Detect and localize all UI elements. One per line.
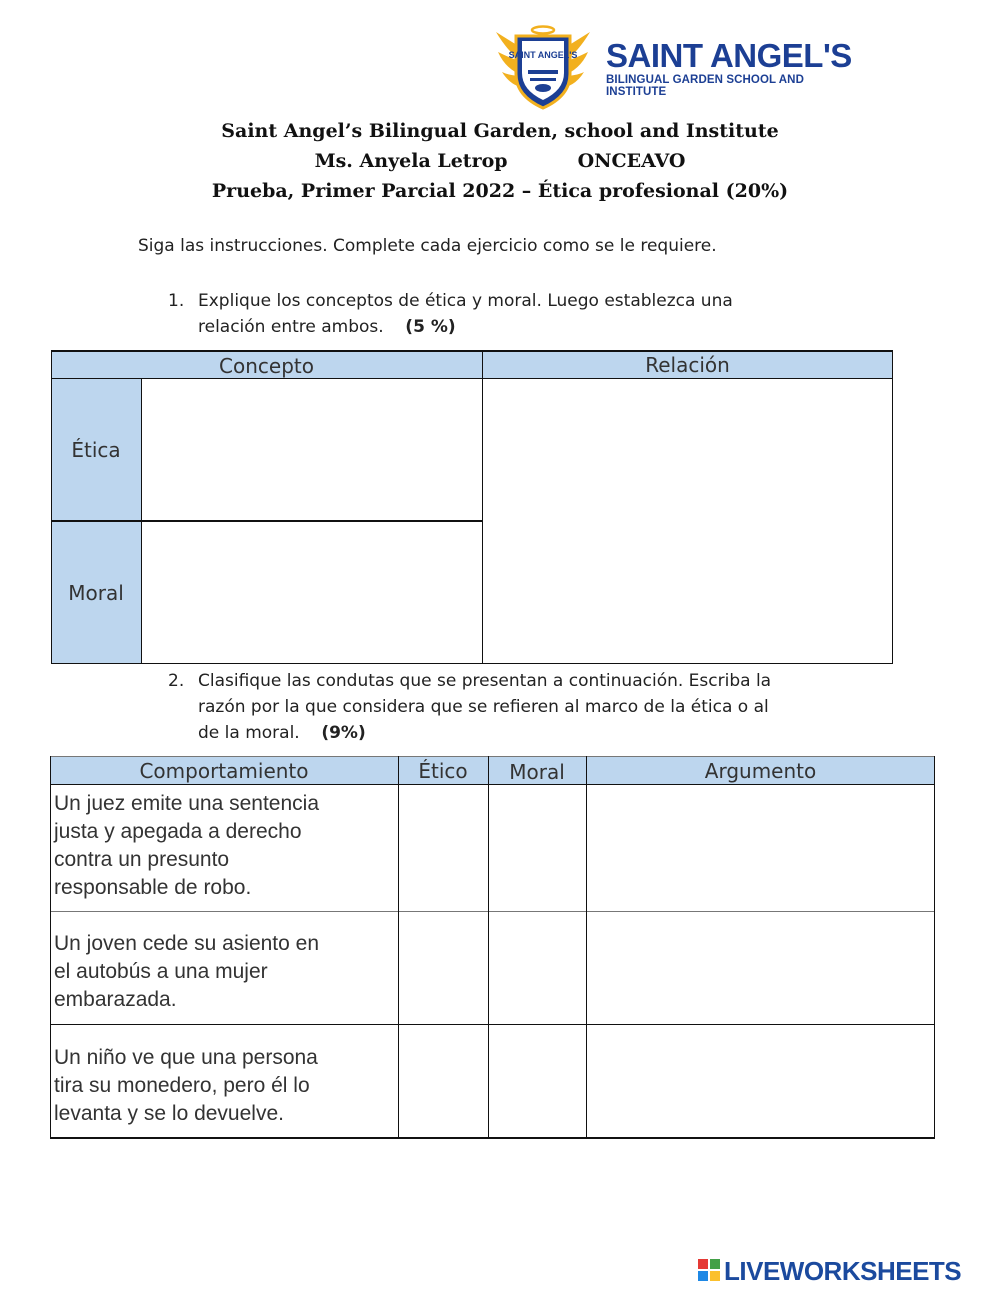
header-ethic: Ético [398,756,488,784]
behavior-line: Un niño ve que una persona [54,1046,318,1069]
table-border [50,911,935,912]
table-border [398,756,399,1139]
table-border [50,784,935,785]
table-border [892,350,893,664]
exam-title: Prueba, Primer Parcial 2022 – Ética profesional (20%) [211,180,789,202]
argument-answer-cell[interactable] [586,785,935,912]
behavior-line: tira su monedero, pero él lo [54,1074,310,1097]
crest-text: SAINT ANGEL'S [508,50,578,60]
header-moral: Moral [488,756,586,784]
table-border [50,1024,935,1025]
table-border [50,1137,935,1139]
table-border [51,350,893,352]
behavior-line: Un joven cede su asiento en [54,932,320,955]
school-logo [488,22,858,112]
brand-name: SAINT ANGEL'S [606,37,852,74]
school-name: Saint Angel’s Bilingual Garden, school and Institute [221,120,779,142]
question-text-line: de la moral. [198,723,300,743]
question-2 [168,668,888,748]
liveworksheets-text: LIVEWORKSHEETS [724,1256,962,1286]
relation-answer-cell[interactable] [482,379,893,664]
question-weight: (9%) [321,723,366,743]
grade: ONCEAVO [577,150,686,172]
header-relation: Relación [482,350,893,379]
exam-heading [0,116,1000,206]
table-border [50,756,935,757]
moral-answer-cell[interactable] [141,521,482,664]
behavior-line: levanta y se lo devuelve. [54,1102,284,1125]
table-border [488,756,489,1139]
row-label-moral: Moral [51,521,141,664]
teacher-line [0,146,1000,176]
question-number: 2. [168,671,185,691]
behavior-cell [50,1040,398,1138]
crest-icon [488,22,598,112]
behavior-line: responsable de robo. [54,876,252,899]
argument-answer-cell[interactable] [586,1025,935,1138]
teacher-name: Ms. Anyela Letrop [314,150,508,172]
behavior-line: justa y apegada a derecho [54,820,302,843]
brand-subtitle: BILINGUAL GARDEN SCHOOL AND INSTITUTE [606,74,804,98]
table-border [50,756,51,1139]
question-1 [168,288,868,342]
behavior-cell [50,786,398,911]
ethic-answer-cell[interactable] [398,1025,488,1138]
moral-answer-cell[interactable] [488,785,586,912]
argument-answer-cell[interactable] [586,912,935,1025]
liveworksheets-icon [698,1259,720,1281]
question-number: 1. [168,291,185,311]
concept-table [51,350,893,664]
question-text-line: Clasifique las condutas que se presentan a continuación. Escriba la [198,671,772,691]
behavior-line: el autobús a una mujer [54,960,268,983]
question-text-line: relación entre ambos. [198,317,384,337]
row-label-etica: Ética [51,379,141,521]
moral-answer-cell[interactable] [488,1025,586,1138]
ethic-answer-cell[interactable] [398,912,488,1025]
ethic-answer-cell[interactable] [398,785,488,912]
question-text-line: Explique los conceptos de ética y moral. Luego establezca una [198,291,733,311]
header-argument: Argumento [586,756,935,784]
etica-answer-cell[interactable] [141,379,482,521]
question-text-line: razón por la que considera que se refieren al marco de la ética o al [198,697,769,717]
table-border [934,756,935,1139]
behavior-line: contra un presunto [54,848,230,871]
table-border [586,756,587,1139]
table-border [51,378,893,379]
behavior-cell [50,926,398,1026]
header-concept: Concepto [51,350,482,379]
table-border [51,350,52,664]
behavior-line: embarazada. [54,988,177,1011]
liveworksheets-logo [698,1256,998,1286]
table-border [141,379,142,664]
table-border [51,520,482,522]
table-border [51,663,893,664]
header-behavior: Comportamiento [50,756,398,784]
behavior-line: Un juez emite una sentencia [54,792,319,815]
moral-answer-cell[interactable] [488,912,586,1025]
question-weight: (5 %) [405,317,456,337]
classification-table [50,756,935,1139]
table-border [482,350,483,664]
instructions: Siga las instrucciones. Complete cada ejercicio como se le requiere. [138,236,717,256]
